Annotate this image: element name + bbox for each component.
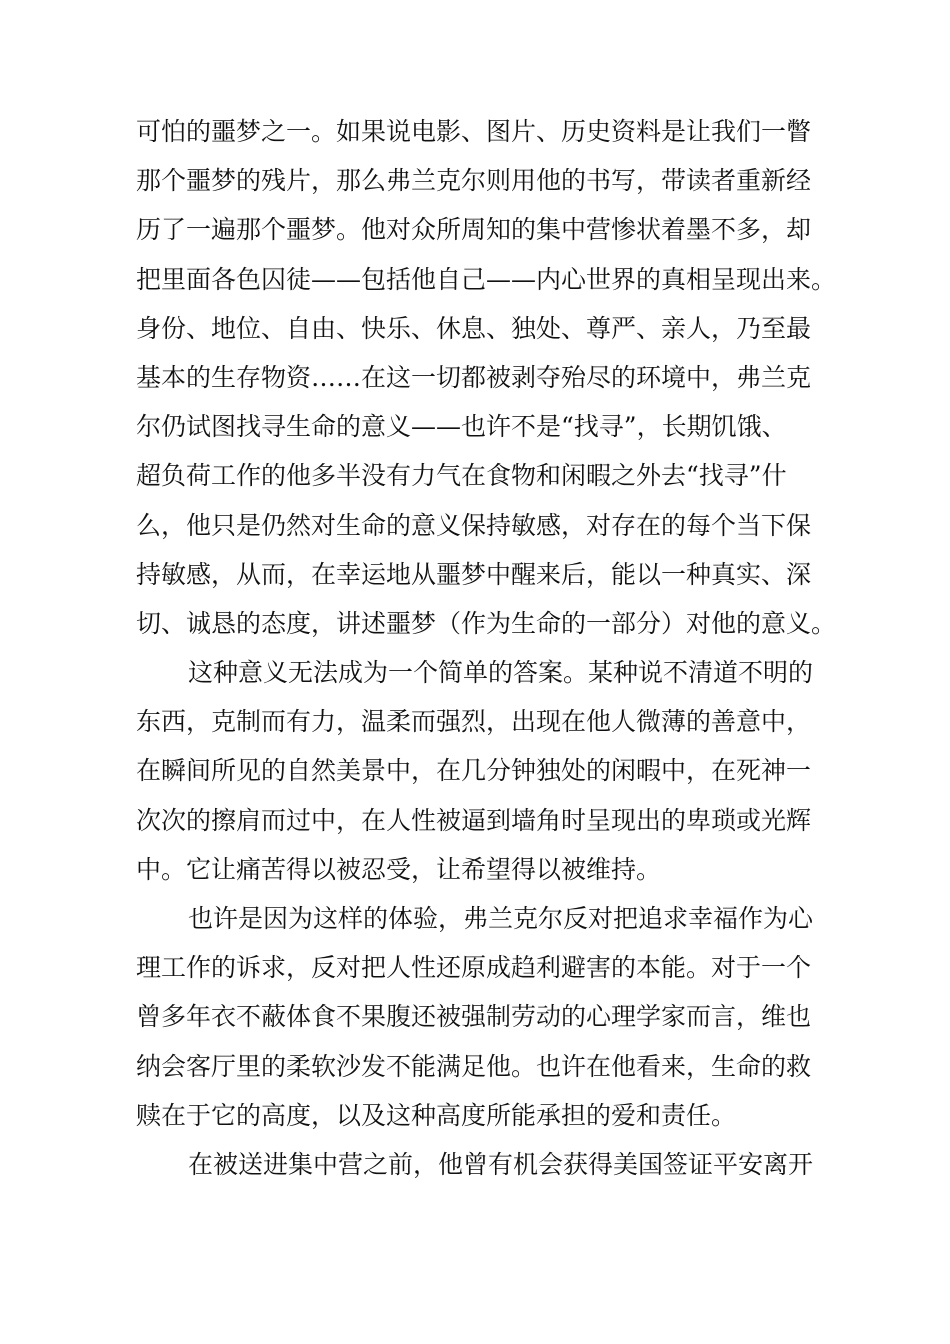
text-line: 在瞬间所见的自然美景中，在几分钟独处的闲暇中，在死神一 [136, 756, 812, 786]
text-line: 把里面各色囚徒——包括他自己——内心世界的真相呈现出来。 [136, 264, 837, 294]
text-line: 历了一遍那个噩梦。他对众所周知的集中营惨状着墨不多，却 [136, 215, 812, 245]
body-text [136, 107, 856, 1189]
text-line: 尔仍试图找寻生命的意义——也许不是“找寻”，长期饥饿、 [136, 412, 787, 442]
text-line: 纳会客厅里的柔软沙发不能满足他。也许在他看来，生命的救 [136, 1051, 812, 1081]
text-line: 次次的擦肩而过中，在人性被逼到墙角时呈现出的卑琐或光辉 [136, 805, 812, 835]
text-line: 赎在于它的高度，以及这种高度所能承担的爱和责任。 [136, 1100, 737, 1130]
text-line: 那个噩梦的残片，那么弗兰克尔则用他的书写，带读者重新经 [136, 166, 812, 196]
text-line: 持敏感，从而，在幸运地从噩梦中醒来后，能以一种真实、深 [136, 559, 812, 589]
text-line: 中。它让痛苦得以被忍受，让希望得以被维持。 [136, 854, 662, 884]
text-line: 超负荷工作的他多半没有力气在食物和闲暇之外去“找寻”什 [136, 461, 787, 491]
text-line: 理工作的诉求，反对把人性还原成趋利避害的本能。对于一个 [136, 953, 812, 983]
text-line: 基本的生存物资……在这一切都被剥夺殆尽的环境中，弗兰克 [136, 362, 812, 392]
text-line: 切、诚恳的态度，讲述噩梦（作为生命的一部分）对他的意义。 [136, 608, 837, 638]
text-line: 可怕的噩梦之一。如果说电影、图片、历史资料是让我们一瞥 [136, 117, 812, 146]
text-line: 曾多年衣不蔽体食不果腹还被强制劳动的心理学家而言，维也 [136, 1002, 812, 1032]
paragraph-first-line: 这种意义无法成为一个简单的答案。某种说不清道不明的 [188, 658, 814, 688]
text-line: 身份、地位、自由、快乐、休息、独处、尊严、亲人，乃至最 [136, 313, 812, 343]
paragraph-first-line: 在被送进集中营之前，他曾有机会获得美国签证平安离开 [188, 1149, 814, 1179]
text-line: 东西，克制而有力，温柔而强烈，出现在他人微薄的善意中， [136, 707, 812, 737]
text-line: 么，他只是仍然对生命的意义保持敏感，对存在的每个当下保 [136, 510, 812, 540]
paragraph-first-line: 也许是因为这样的体验，弗兰克尔反对把追求幸福作为心 [188, 904, 814, 933]
